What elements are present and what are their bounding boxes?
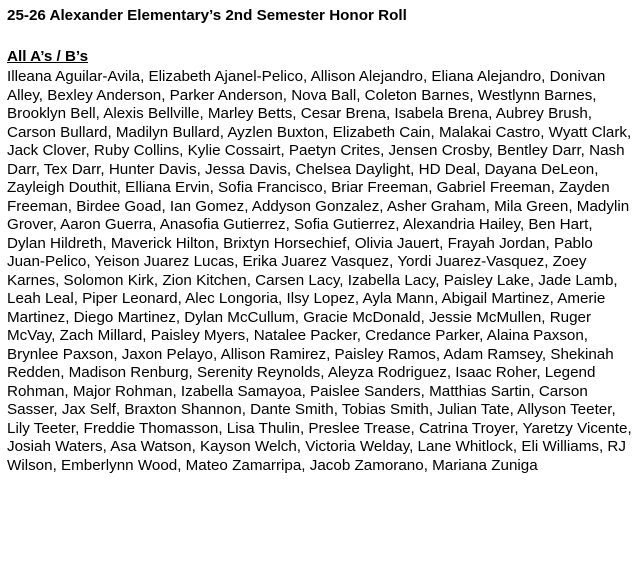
- honor-roll-document: [7, 7, 633, 475]
- honor-roll-section: [7, 48, 633, 475]
- section-heading: All A’s / B’s: [7, 48, 89, 65]
- document-title: 25-26 Alexander Elementary’s 2nd Semester Honor Roll: [7, 7, 407, 24]
- student-name-list: Illeana Aguilar-Avila, Elizabeth Ajanel-Pelico, Allison Alejandro, Eliana Alejandro, Donivan Alley, Bexley Anderson, Parker Anderson, Nova Ball, Coleton Barnes, Westlynn Barnes, Brooklyn Bell, Alexis Bellville, Marley Betts, Cesar Brena, Isabela Brena, Aubrey Brush, Carson Bullard, Madilyn Bullard, Ayzlen Buxton, Elizabeth Cain, Malakai Castro, Wyatt Clark, Jack Clover, Ruby Collins, Kylie Cossairt, Paetyn Crites, Jensen Crosby, Bentley Darr, Nash Darr, Tex Darr, Hunter Davis, Jessa Davis, Chelsea Daylight, HD Deal, Dayana DeLeon, Zayleigh Douthit, Elliana Ervin, Sofia Francisco, Briar Freeman, Gabriel Freeman, Zayden Freeman, Birdee Goad, Ian Gomez, Addyson Gonzalez, Asher Graham, Mila Green, Madylin Grover, Aaron Guerra, Anasofia Gutierrez, Sofia Gutierrez, Alexandria Hailey, Ben Hart, Dylan Hildreth, Maverick Hilton, Brixtyn Horsechief, Olivia Jauert, Frayah Jordan, Pablo Juan-Pelico, Yeison Juarez Lucas, Erika Juarez Vasquez, Yordi Juarez-Vasquez, Zoey Karnes, Solomon Kirk, Zion Kitchen, Carsen Lacy, Izabella Lacy, Paisley Lake, Jade Lamb, Leah Leal, Piper Leonard, Alec Longoria, Ilsy Lopez, Ayla Mann, Abigail Martinez, Amerie Martinez, Diego Martinez, Dylan McCullum, Gracie McDonald, Jessie McMullen, Ruger McVay, Zach Millard, Paisley Myers, Natalee Packer, Credance Parker, Alaina Paxson, Brynlee Paxson, Jaxon Pelayo, Allison Ramirez, Paisley Ramos, Adam Ramsey, Shekinah Redden, Madison Renburg, Serenity Reynolds, Aleyza Rodriguez, Isaac Roher, Legend Rohman, Major Rohman, Izabella Samayoa, Paislee Sanders, Matthias Sartin, Carson Sasser, Jax Self, Braxton Shannon, Dante Smith, Tobias Smith, Julian Tate, Allyson Teeter, Lily Teeter, Freddie Thomasson, Lisa Thulin, Preslee Trease, Catrina Troyer, Yaretzy Vicente, Josiah Waters, Asa Watson, Kayson Welch, Victoria Welday, Lane Whitlock, Eli Williams, RJ Wilson, Emberlynn Wood, Mateo Zamarripa, Jacob Zamorano, Mariana Zuniga: [7, 68, 632, 474]
